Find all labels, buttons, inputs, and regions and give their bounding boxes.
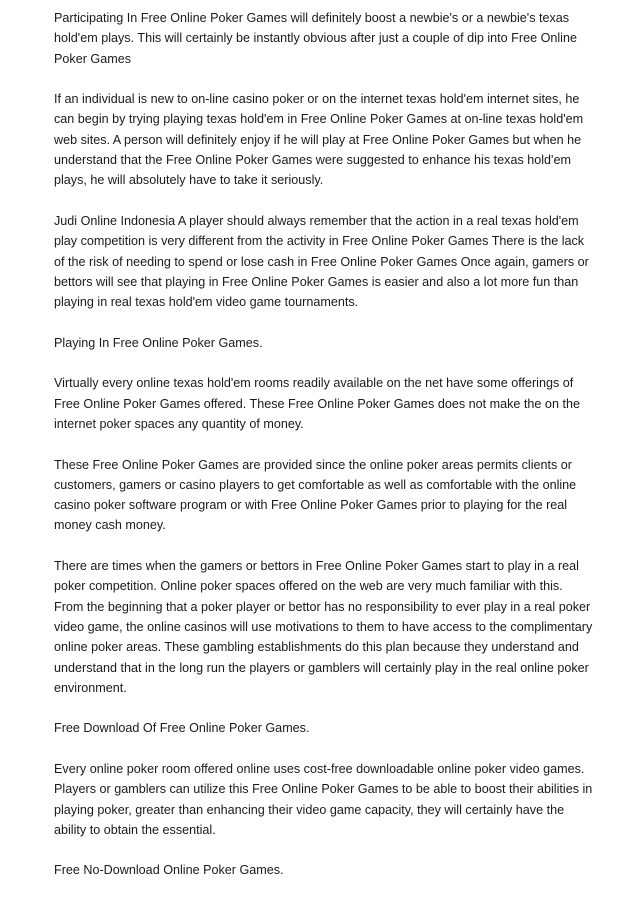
paragraph-7: There are times when the gamers or bettors in Free Online Poker Games start to play in a real poker competition. Online poker spaces offered on the web are very much familiar with this. From the beginning that a poker player or bettor has no responsibility to ever play in a real poker video game, the online casinos will use motivations to them to have access to the complimentary online poker areas. These gambling establishments do this plan because they understand and understand that in the long run the players or gamblers will certainly play in the real online poker environment. xyxy=(54,559,593,695)
paragraph-2: If an individual is new to on-line casino poker or on the internet texas hold'em internet sites, he can begin by trying playing texas hold'em in Free Online Poker Games at on-line texas hold'em web sites. A person will definitely enjoy if he will play at Free Online Poker Games but when he understand that the Free Online Poker Games were suggested to enhance his texas hold'em plays, he will absolutely have to take it seriously. xyxy=(54,92,584,188)
section-heading-no-download: Free No-Download Online Poker Games. xyxy=(54,863,284,878)
section-heading-playing: Playing In Free Online Poker Games. xyxy=(54,335,263,350)
paragraph-6: These Free Online Poker Games are provided since the online poker areas permits clients or customers, gamers or casino players to get comfortable as well as comfortable with the online casino poker software program or with Free Online Poker Games prior to playing for the real money cash money. xyxy=(54,457,577,533)
paragraph-9: Every online poker room offered online uses cost-free downloadable online poker video games. Players or gamblers can utilize this Free Online Poker Games to be able to boost their abilities in playing poker, greater than enhancing their video game capacity, they will certainly have the ability to obtain the essential. xyxy=(54,761,593,837)
section-heading-free-download: Free Download Of Free Online Poker Games. xyxy=(54,721,310,736)
paragraph-5: Virtually every online texas hold'em rooms readily available on the net have some offerings of Free Online Poker Games offered. These Free Online Poker Games does not make the on the internet poker spaces any quantity of money. xyxy=(54,376,580,431)
document-page xyxy=(54,8,594,901)
paragraph-1: Participating In Free Online Poker Games will definitely boost a newbie's or a newbie's texas hold'em plays. This will certainly be instantly obvious after just a couple of dip into Free Online Poker Games xyxy=(54,11,577,66)
paragraph-3: Judi Online Indonesia A player should always remember that the action in a real texas hold'em play competition is very different from the activity in Free Online Poker Games There is the lack of the risk of needing to spend or lose cash in Free Online Poker Games Once again, gamers or bettors will see that playing in Free Online Poker Games is easier and also a lot more fun than playing in real texas hold'em video game tournaments. xyxy=(54,213,589,310)
